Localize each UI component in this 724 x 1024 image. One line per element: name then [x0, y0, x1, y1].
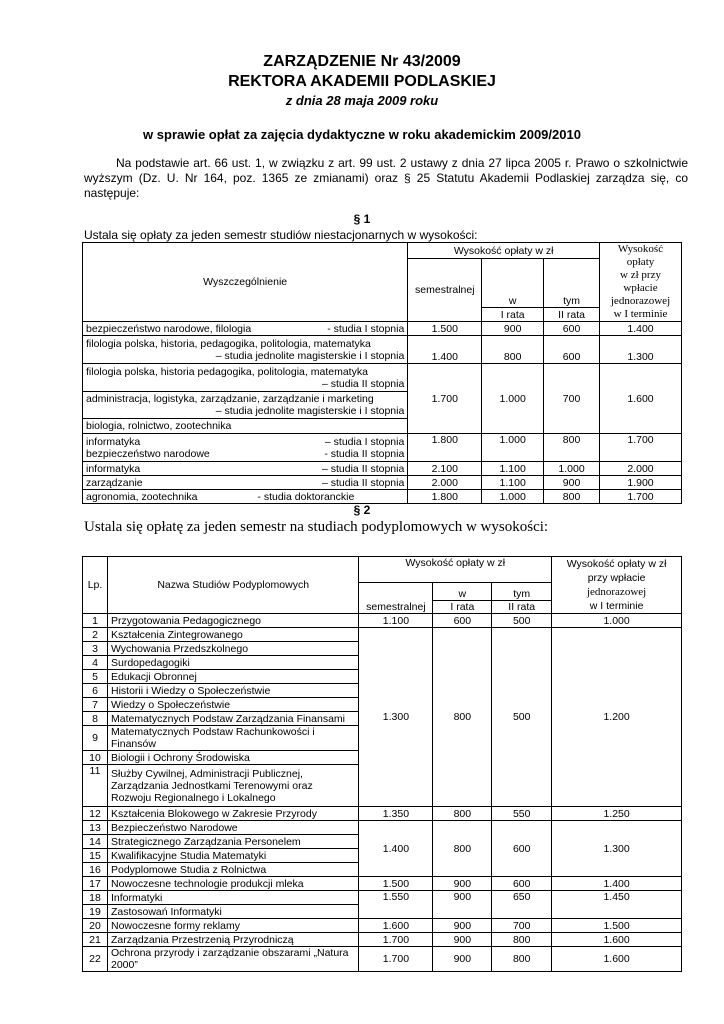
th-semester: semestralnej — [359, 583, 433, 614]
table-row: 20 Nowoczesne formy reklamy 1.600 900 700 1.500 — [83, 919, 682, 933]
section-2-mark: § 2 — [353, 503, 371, 517]
th-once: Wysokość opłaty w zł przy wpłacie jednorazowej w I terminie — [552, 557, 682, 614]
table-row: 16 Podyplomowe Studia z Rolnictwa — [83, 863, 682, 877]
th-fee-group: Wysokość opłaty w zł — [408, 243, 600, 259]
th-rate2: II rata — [544, 308, 600, 322]
table-row: 11 Służby Cywilnej, Administracji Publicznej, Zarządzania Jednostkami Terenowymi oraz Rozwoju Regionalnego i Lokalnego — [83, 765, 682, 807]
table-row: 5 Edukacji Obronnej — [83, 670, 682, 684]
section-1-lead: Ustala się opłaty za jeden semestr studiów niestacjonarnych w wysokości: — [84, 228, 478, 242]
th-rate2: II rata — [492, 601, 552, 614]
doc-subject: w sprawie opłat za zajęcia dydaktyczne w roku akademickim 2009/2010 — [143, 127, 581, 142]
th-lp: Lp. — [83, 557, 108, 614]
table-row: 12 Kształcenia Blokowego w Zakresie Przyrody 1.350 800 550 1.250 — [83, 807, 682, 821]
intro-paragraph: Na podstawie art. 66 ust. 1, w związku z art. 99 ust. 2 ustawy z dnia 27 lipca 2005 r. Prawo o szkolnictwie wyższym (Dz. U. Nr 164, poz. 1365 ze zmianami) oraz § 25 Statutu Akademii Podlaskiej zarządza się, co następuje: — [84, 156, 688, 200]
table-row: 19 Zastosowań Informatyki — [83, 905, 682, 919]
th-tym: tym — [492, 583, 552, 601]
table-row: filologia polska, historia pedagogika, politologia, matematyka – studia II stopnia administracja, logistyka, zarządzanie, zarządzanie i marketing – studia jednolite magisterskie i I stopnia biologia, rolnictwo, zootechnika 1.700 1.000 700 1.600 — [83, 364, 682, 434]
table-row: 14 Strategicznego Zarządzania Personelem — [83, 835, 682, 849]
table-row: bezpieczeństwo narodowe, filologia - studia I stopnia 1.500 900 600 1.400 — [83, 322, 682, 336]
table-row: 9 Matematycznych Podstaw Rachunkowości i Finansów — [83, 726, 682, 751]
th-name: Nazwa Studiów Podyplomowych — [107, 557, 358, 614]
section-2-lead: Ustala się opłatę za jeden semestr na studiach podyplomowych w wysokości: — [84, 519, 549, 535]
table-row: 15 Kwalifikacyjne Studia Matematyki — [83, 849, 682, 863]
th-rate1: I rata — [482, 308, 544, 322]
table-row: 6 Historii i Wiedzy o Społeczeństwie — [83, 684, 682, 698]
table-row: 3 Wychowania Przedszkolnego — [83, 642, 682, 656]
th-rate1: I rata — [433, 601, 492, 614]
table-row: 18 Informatyki 1.550 900 650 1.450 — [83, 891, 682, 905]
table-row: filologia polska, historia, pedagogika, politologia, matematyka – studia jednolite magisterskie i I stopnia 1.400 800 600 1.300 — [83, 336, 682, 364]
table-row: 17 Nowoczesne technologie produkcji mleka 1.500 900 600 1.400 — [83, 877, 682, 891]
section-1-mark: § 1 — [353, 212, 371, 226]
th-fee-group: Wysokość opłaty w zł — [359, 557, 552, 583]
table-row: 4 Surdopedagogiki — [83, 656, 682, 670]
table-row: 13 Bezpieczeństwo Narodowe 1.400 800 600 1.300 — [83, 821, 682, 835]
th-w: w — [433, 583, 492, 601]
table-row: 2 Kształcenia Zintegrowanego 1.300 800 500 1.200 — [83, 628, 682, 642]
th-item: Wyszczególnienie — [83, 243, 408, 322]
th-tym: tym — [544, 259, 600, 308]
th-w: w — [482, 259, 544, 308]
table-row: 1 Przygotowania Pedagogicznego 1.100 600 500 1.000 — [83, 614, 682, 628]
doc-date: z dnia 28 maja 2009 roku — [285, 93, 439, 108]
table-row: informatyka – studia I stopnia bezpieczeństwo narodowe - studia II stopnia 1.800 1.000 800 1.700 — [83, 434, 682, 462]
fees-table-part-time — [82, 242, 682, 504]
th-once: Wysokość opłaty w zł przy wpłacie jednorazowej w I terminie — [600, 243, 682, 322]
th-semester: semestralnej — [408, 259, 482, 322]
table-row: informatyka – studia II stopnia 2.100 1.100 1.000 2.000 — [83, 462, 682, 476]
table-row: 10 Biologii i Ochrony Środowiska — [83, 751, 682, 765]
table-row: zarządzanie – studia II stopnia 2.000 1.100 900 1.900 — [83, 476, 682, 490]
fees-table-postgraduate — [82, 556, 682, 972]
table-row: 22 Ochrona przyrody i zarządzanie obszarami „Natura 2000” 1.700 900 800 1.600 — [83, 947, 682, 972]
doc-title: ZARZĄDZENIE Nr 43/2009 — [263, 53, 461, 70]
table-row: 8 Matematycznych Podstaw Zarządzania Finansami — [83, 712, 682, 726]
doc-issuer: REKTORA AKADEMII PODLASKIEJ — [228, 73, 496, 90]
table-row: agronomia, zootechnika - studia doktoranckie 1.800 1.000 800 1.700 — [83, 490, 682, 504]
table-row: 7 Wiedzy o Społeczeństwie — [83, 698, 682, 712]
table-row: 21 Zarządzania Przestrzenią Przyrodniczą 1.700 900 800 1.600 — [83, 933, 682, 947]
